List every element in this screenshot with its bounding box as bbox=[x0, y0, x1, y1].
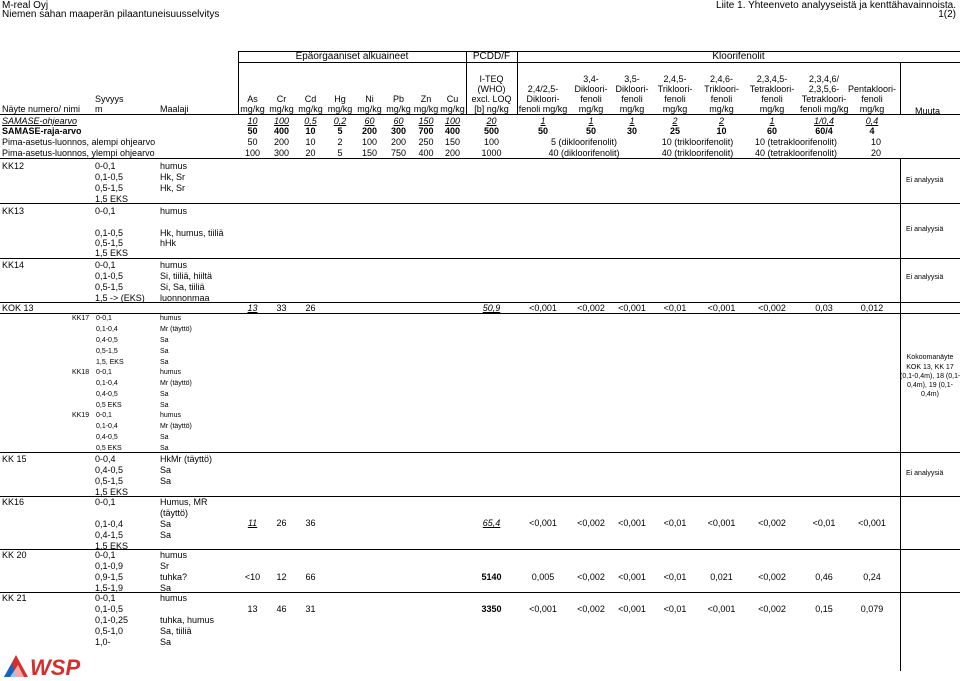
limit-value: 200 bbox=[390, 137, 407, 147]
col-metal-1: Cr bbox=[276, 94, 287, 104]
sample-depth: 1,5 -> (EKS) bbox=[95, 293, 145, 303]
sample-soil: Sa bbox=[160, 359, 169, 366]
limit-value: 250 bbox=[418, 137, 434, 147]
limit-value: 50 bbox=[247, 137, 258, 147]
col-246-3: fenoli bbox=[710, 94, 733, 104]
sample-depth: 0,1-0,9 bbox=[95, 561, 124, 571]
limit-value: 20 bbox=[305, 148, 316, 158]
limit-note: 40 (tetrakloorifenolit) bbox=[754, 148, 838, 158]
col-metal-unit: mg/kg bbox=[413, 104, 439, 114]
appendix-title: Liite 1. Yhteenveto analyyseistä ja kenttähavainnoista. bbox=[716, 0, 956, 11]
result-value: <0,002 bbox=[577, 303, 605, 313]
result-value: <0,001 bbox=[707, 518, 736, 528]
limit-value: 1 bbox=[769, 116, 775, 126]
sample-depth: 0,5-1,5 bbox=[96, 348, 118, 355]
limit-value: 2 bbox=[672, 116, 678, 126]
sample-soil: Hk, humus, tiiliä bbox=[160, 228, 224, 238]
limit-value: 10 bbox=[305, 137, 316, 147]
sample-depth: 0,1-0,5 bbox=[95, 228, 124, 238]
result-value: 31 bbox=[305, 604, 316, 614]
limit-value: 100 bbox=[273, 116, 290, 126]
col-245-3: fenoli mg/kg bbox=[518, 104, 568, 114]
col-metal-unit: mg/kg bbox=[386, 104, 411, 114]
sample-depth: 0,5-1,5 bbox=[95, 183, 124, 193]
limit-value: 400 bbox=[444, 126, 461, 136]
remark-kok-4: 0,4m), 19 (0,1- bbox=[907, 382, 953, 389]
result-value: <0,002 bbox=[758, 572, 786, 582]
col-penta-2: fenoli bbox=[861, 94, 883, 104]
remark-kk15: Ei analyysiä bbox=[906, 470, 944, 477]
sample-depth: 0,4-0,5 bbox=[96, 337, 118, 344]
sample-depth: 0,1-0,25 bbox=[95, 615, 129, 625]
sample-name: KK 21 bbox=[2, 593, 27, 603]
remark-kok-3: (0,1-0,4m), 18 (0,1- bbox=[900, 373, 960, 380]
col-metal-5: Pb bbox=[392, 94, 404, 104]
limit-value: 1/0,4 bbox=[813, 116, 835, 126]
group-heavy-metals: Epäorgaaniset alkuaineet bbox=[295, 51, 409, 62]
col-245t-2: Trikloori- bbox=[657, 84, 693, 94]
limit-value: 100 bbox=[361, 137, 378, 147]
sample-soil: HkMr (täyttö) bbox=[160, 454, 213, 464]
result-value: <0,002 bbox=[758, 604, 786, 614]
sample-depth: 0,1-0,4 bbox=[96, 326, 118, 333]
limit-value: 500 bbox=[483, 126, 500, 136]
group-pcdd: PCDD/F bbox=[472, 51, 511, 62]
sample-soil: Si, Sa, tiiliä bbox=[160, 282, 205, 292]
sample-soil: humus bbox=[160, 206, 188, 216]
wsp-logo bbox=[2, 651, 88, 679]
result-value: 50,9 bbox=[482, 303, 501, 313]
col-metal-unit: mg/kg bbox=[357, 104, 382, 114]
result-value: <0,001 bbox=[707, 604, 736, 614]
limit-note: 10 bbox=[870, 137, 881, 147]
limit-value: 60 bbox=[766, 126, 777, 136]
limit-value: 100 bbox=[244, 148, 261, 158]
limit-value: 50 bbox=[585, 126, 596, 136]
limit-value: 10 bbox=[716, 126, 727, 136]
result-value: <0,001 bbox=[529, 604, 557, 614]
result-value: <0,01 bbox=[812, 518, 836, 528]
sample-depth: 0,5-1,5 bbox=[95, 282, 124, 292]
limit-value: 0,4 bbox=[865, 116, 879, 126]
sample-depth: 0-0,1 bbox=[96, 315, 112, 322]
sample-depth: 1,5, EKS bbox=[96, 359, 124, 366]
limit-value: 50 bbox=[247, 126, 258, 136]
result-value: 66 bbox=[305, 572, 316, 582]
sample-depth: 1,5 EKS bbox=[95, 487, 129, 497]
col-metal-4: Ni bbox=[365, 94, 374, 104]
limit-value: 200 bbox=[444, 148, 461, 158]
limit-note: 5 (dikloorifenolit) bbox=[550, 137, 618, 147]
col-iteq-1: I-TEQ bbox=[479, 74, 504, 84]
limit-value: 10 bbox=[305, 126, 316, 136]
col-iteq-2: (WHO) bbox=[477, 84, 506, 94]
sample-soil: tuhka? bbox=[160, 572, 188, 582]
result-value: <0,002 bbox=[758, 518, 786, 528]
result-value: 0,03 bbox=[815, 303, 833, 313]
col-metal-unit: mg/kg bbox=[240, 104, 265, 114]
sample-name: KK17 bbox=[72, 315, 90, 322]
col-penta-1: Pentakloori- bbox=[847, 84, 897, 94]
sample-soil: humus bbox=[160, 412, 182, 419]
limit-value: 400 bbox=[418, 148, 434, 158]
sample-depth: 1,5-1,9 bbox=[95, 583, 124, 593]
limit-note: 40 (dikloorifenolit) bbox=[548, 148, 620, 158]
limit-value: 0,2 bbox=[333, 116, 347, 126]
result-value: 26 bbox=[305, 303, 316, 313]
col-2345-1: 2,3,4,5- bbox=[756, 74, 788, 84]
sample-soil: hHk bbox=[160, 238, 177, 248]
result-value: 65,4 bbox=[482, 518, 501, 528]
sample-soil: Hk, Sr bbox=[160, 172, 186, 182]
svg-text:WSP: WSP bbox=[30, 655, 81, 679]
col-35-2: Dikloori- bbox=[615, 84, 649, 94]
sample-soil: humus bbox=[160, 369, 182, 376]
col-metal-3: Hg bbox=[334, 94, 346, 104]
result-value: 0,005 bbox=[531, 572, 555, 582]
limit-value: 4 bbox=[869, 126, 875, 136]
sample-depth: 1,5 EKS bbox=[95, 248, 129, 258]
col-metal-7: Cu bbox=[446, 94, 459, 104]
col-penta-3: mg/kg bbox=[859, 104, 885, 114]
limit-value: 1 bbox=[588, 116, 594, 126]
limit-value: 20 bbox=[486, 116, 497, 126]
sample-name: KK 15 bbox=[2, 454, 27, 464]
result-value: <0,002 bbox=[577, 518, 605, 528]
limit-value: 1000 bbox=[481, 148, 502, 158]
sample-depth: 0,4-1,5 bbox=[95, 530, 124, 540]
limit-note: 20 bbox=[870, 148, 881, 158]
limit-value: 0,5 bbox=[304, 116, 317, 126]
sample-depth: 0-0,4 bbox=[95, 454, 116, 464]
sample-depth: 0,5-1,5 bbox=[95, 238, 124, 248]
col-iteq-4: [b] ng/kg bbox=[474, 104, 509, 114]
sample-depth: 0-0,1 bbox=[95, 593, 116, 603]
col-metal-6: Zn bbox=[420, 94, 432, 104]
result-value: <0,001 bbox=[529, 518, 557, 528]
sample-name: KK12 bbox=[2, 161, 25, 171]
result-value: <10 bbox=[244, 572, 261, 582]
sample-depth: 0-0,1 bbox=[95, 161, 116, 171]
remark-kk13: Ei analyysiä bbox=[906, 226, 944, 233]
limit-note: 10 (trikloorifenolit) bbox=[661, 137, 734, 147]
col-metal-0: As bbox=[247, 94, 258, 104]
sample-depth: 1,0- bbox=[95, 637, 111, 647]
limit-pima-alempi: Pima-asetus-luonnos, alempi ohjearvo bbox=[2, 137, 156, 147]
sample-name: KOK 13 bbox=[2, 303, 34, 313]
limit-value: 750 bbox=[390, 148, 407, 158]
sample-depth: 0,1-0,5 bbox=[95, 271, 124, 281]
limit-value: 30 bbox=[626, 126, 637, 136]
limit-samase-ohje: SAMASE-ohjearvo bbox=[2, 116, 78, 126]
remark-kok-1: Kokoomanäyte bbox=[906, 354, 954, 361]
sample-depth: 0,5-1,5 bbox=[95, 476, 124, 486]
limit-value: 300 bbox=[273, 148, 290, 158]
result-value: 13 bbox=[247, 303, 258, 313]
sample-soil: Sa bbox=[160, 583, 172, 593]
sample-depth: 1,5 EKS bbox=[95, 541, 129, 551]
result-value: 12 bbox=[276, 572, 287, 582]
sample-soil: Sa bbox=[160, 637, 172, 647]
sample-soil: Mr (täyttö) bbox=[160, 380, 192, 387]
col-metal-unit: mg/kg bbox=[327, 104, 353, 114]
limit-value: 2 bbox=[337, 137, 343, 147]
result-value: <0,01 bbox=[663, 518, 687, 528]
limit-value: 150 bbox=[418, 116, 434, 126]
limit-value: 150 bbox=[444, 137, 461, 147]
limit-value: 100 bbox=[444, 116, 461, 126]
limit-value: 1 bbox=[629, 116, 635, 126]
remark-kk12: Ei analyysiä bbox=[906, 177, 944, 184]
result-value: <0,001 bbox=[858, 518, 886, 528]
limit-value: 200 bbox=[361, 126, 378, 136]
sample-depth: 0-0,1 bbox=[96, 412, 112, 419]
col-2346-4: fenoli mg/kg bbox=[800, 104, 849, 114]
sample-depth: 0,1-0,4 bbox=[95, 519, 124, 529]
sample-depth: 0,5 EKS bbox=[96, 445, 122, 452]
col-metal-2: Cd bbox=[304, 94, 317, 104]
col-245t-4: mg/kg bbox=[662, 104, 688, 114]
limit-value: 100 bbox=[483, 137, 500, 147]
result-value: 11 bbox=[247, 518, 258, 528]
sample-depth: 0,5 EKS bbox=[96, 402, 122, 409]
result-value: 26 bbox=[276, 518, 287, 528]
sample-name: KK14 bbox=[2, 260, 25, 270]
page-number: 1(2) bbox=[938, 9, 956, 20]
result-value: 36 bbox=[305, 518, 316, 528]
result-value: 5140 bbox=[481, 572, 502, 582]
col-35-1: 3,5- bbox=[624, 74, 640, 84]
sample-soil: Sa bbox=[160, 402, 169, 409]
result-value: 0,15 bbox=[815, 604, 833, 614]
col-246-2: Trikloori- bbox=[704, 84, 739, 94]
sample-soil: Sa bbox=[160, 337, 169, 344]
logo-mark-icon bbox=[2, 654, 28, 678]
col-35-4: mg/kg bbox=[619, 104, 645, 114]
col-2346-2: 2,3,5,6- bbox=[808, 84, 840, 94]
result-value: <0,001 bbox=[529, 303, 557, 313]
sample-depth: 0,1-0,4 bbox=[96, 380, 118, 387]
result-value: <0,002 bbox=[758, 303, 786, 313]
col-sample: Näyte numero/ nimi bbox=[2, 104, 81, 114]
result-value: <0,001 bbox=[618, 604, 646, 614]
limit-value: 60/4 bbox=[815, 126, 833, 136]
sample-soil: Sa bbox=[160, 519, 172, 529]
sample-depth: 0,1-0,5 bbox=[95, 172, 124, 182]
sample-depth: 0,4-0,5 bbox=[96, 391, 118, 398]
sample-soil: Sa bbox=[160, 465, 172, 475]
result-value: 0,021 bbox=[710, 572, 733, 582]
sample-depth: 1,5 EKS bbox=[95, 194, 129, 204]
result-value: <0,002 bbox=[577, 572, 605, 582]
result-value: <0,001 bbox=[618, 303, 646, 313]
sample-soil: Mr (täyttö) bbox=[160, 326, 192, 333]
limit-value: 50 bbox=[537, 126, 548, 136]
sample-soil: Sa bbox=[160, 434, 169, 441]
result-value: 0,079 bbox=[860, 604, 884, 614]
sample-soil: humus bbox=[160, 550, 188, 560]
col-245-2: Dikloori- bbox=[526, 94, 560, 104]
sample-soil: Sa bbox=[160, 530, 172, 540]
col-34-1: 3,4- bbox=[583, 74, 599, 84]
col-245t-1: 2,4,5- bbox=[663, 74, 687, 84]
col-245-1: 2,4/2,5- bbox=[527, 84, 559, 94]
limit-value: 200 bbox=[273, 137, 290, 147]
sample-soil: (täyttö) bbox=[160, 508, 189, 518]
col-246-1: 2,4,6- bbox=[709, 74, 733, 84]
sample-depth: 0-0,1 bbox=[95, 260, 116, 270]
col-remarks: Muuta bbox=[915, 106, 941, 116]
sample-soil: Sa bbox=[160, 348, 169, 355]
limit-note: 40 (trikloorifenolit) bbox=[661, 148, 734, 158]
limit-value: 60 bbox=[393, 116, 404, 126]
sample-depth: 0,4-0,5 bbox=[96, 434, 118, 441]
result-value: 3350 bbox=[481, 604, 502, 614]
col-34-2: Dikloori- bbox=[574, 84, 608, 94]
sample-depth: 0,1-0,5 bbox=[95, 604, 124, 614]
col-246-4: mg/kg bbox=[709, 104, 734, 114]
col-depth-1: Syvyys bbox=[95, 94, 124, 104]
result-value: 0,46 bbox=[815, 572, 833, 582]
sample-soil: Sa, tiiliä bbox=[160, 626, 192, 636]
sample-depth: 0-0,1 bbox=[95, 550, 116, 560]
document-subtitle: Niemen sahan maaperän pilaantuneisuusselvitys bbox=[2, 9, 220, 20]
limit-value: 300 bbox=[390, 126, 407, 136]
result-value: 46 bbox=[276, 604, 287, 614]
sample-name: KK18 bbox=[72, 369, 90, 376]
sample-depth: 0,5-1,0 bbox=[95, 626, 124, 636]
result-value: <0,002 bbox=[577, 604, 605, 614]
col-metal-unit: mg/kg bbox=[440, 104, 465, 114]
sample-depth: 0-0,1 bbox=[95, 497, 116, 507]
limit-value: 5 bbox=[337, 126, 343, 136]
sample-soil: Sa bbox=[160, 445, 169, 452]
limit-value: 10 bbox=[247, 116, 258, 126]
sample-soil: humus bbox=[160, 593, 188, 603]
col-2345-3: fenoli bbox=[761, 94, 783, 104]
result-value: 33 bbox=[276, 303, 287, 313]
limit-value: 5 bbox=[337, 148, 343, 158]
limit-value: 700 bbox=[418, 126, 434, 136]
col-soil: Maalaji bbox=[160, 104, 189, 114]
col-34-4: mg/kg bbox=[578, 104, 604, 114]
limit-note: 10 (tetrakloorifenolit) bbox=[754, 137, 838, 147]
col-245t-3: fenoli bbox=[664, 94, 686, 104]
col-2345-4: mg/kg bbox=[759, 104, 785, 114]
col-2345-2: Tetrakloori- bbox=[749, 84, 795, 94]
col-iteq-3: excl. LOQ bbox=[471, 94, 512, 104]
sample-soil: Hk, Sr bbox=[160, 183, 186, 193]
col-34-3: fenoli bbox=[580, 94, 602, 104]
col-depth-2: m bbox=[95, 104, 103, 114]
sample-soil: Humus, MR bbox=[160, 497, 208, 507]
sample-depth: 0-0,1 bbox=[96, 369, 112, 376]
result-value: <0,01 bbox=[663, 303, 687, 313]
result-value: 0,012 bbox=[860, 303, 884, 313]
sample-name: KK 20 bbox=[2, 550, 27, 560]
sample-depth: 0,4-0,5 bbox=[95, 465, 124, 475]
sample-soil: Si, tiiliä, hiiltä bbox=[160, 271, 213, 281]
col-2346-1: 2,3,4,6/ bbox=[808, 74, 840, 84]
sample-name: KK16 bbox=[2, 497, 25, 507]
remark-kk14: Ei analyysiä bbox=[906, 274, 944, 281]
group-chlorophenols: Kloorifenolit bbox=[712, 51, 765, 62]
sample-depth: 0,9-1,5 bbox=[95, 572, 124, 582]
limit-value: 400 bbox=[273, 126, 290, 136]
col-2346-3: Tetrakloori- bbox=[801, 94, 847, 104]
sample-name: KK19 bbox=[72, 412, 90, 419]
result-value: <0,01 bbox=[663, 572, 687, 582]
sample-soil: Sa bbox=[160, 476, 172, 486]
sample-depth: 0-0,1 bbox=[95, 206, 116, 216]
limit-samase-raja: SAMASE-raja-arvo bbox=[2, 126, 82, 136]
sample-soil: humus bbox=[160, 315, 182, 322]
result-value: <0,001 bbox=[707, 303, 736, 313]
limit-value: 25 bbox=[669, 126, 680, 136]
sample-soil: luonnonmaa bbox=[160, 293, 210, 303]
result-value: 0,24 bbox=[863, 572, 881, 582]
sample-depth: 0,1-0,4 bbox=[96, 423, 118, 430]
result-value: <0,001 bbox=[618, 518, 646, 528]
result-value: 13 bbox=[247, 604, 258, 614]
sample-soil: humus bbox=[160, 260, 188, 270]
col-35-3: fenoli bbox=[621, 94, 643, 104]
sample-name: KK13 bbox=[2, 206, 25, 216]
remark-kok-5: 0,4m) bbox=[921, 391, 939, 398]
col-metal-unit: mg/kg bbox=[298, 104, 323, 114]
company-name: M-real Oyj bbox=[2, 0, 49, 11]
col-metal-unit: mg/kg bbox=[269, 104, 294, 114]
limit-value: 150 bbox=[361, 148, 378, 158]
limit-value: 2 bbox=[718, 116, 724, 126]
limit-pima-ylempi: Pima-asetus-luonnos, ylempi ohjearvo bbox=[2, 148, 155, 158]
sample-soil: tuhka, humus bbox=[160, 615, 215, 625]
result-value: <0,01 bbox=[663, 604, 687, 614]
limit-value: 1 bbox=[540, 116, 546, 126]
sample-soil: Mr (täyttö) bbox=[160, 423, 192, 430]
sample-soil: Sa bbox=[160, 391, 169, 398]
sample-soil: Sr bbox=[160, 561, 169, 571]
result-value: <0,001 bbox=[618, 572, 646, 582]
sample-soil: humus bbox=[160, 161, 188, 171]
limit-value: 60 bbox=[364, 116, 375, 126]
remark-kok-2: KOK 13, KK 17 bbox=[906, 364, 954, 371]
